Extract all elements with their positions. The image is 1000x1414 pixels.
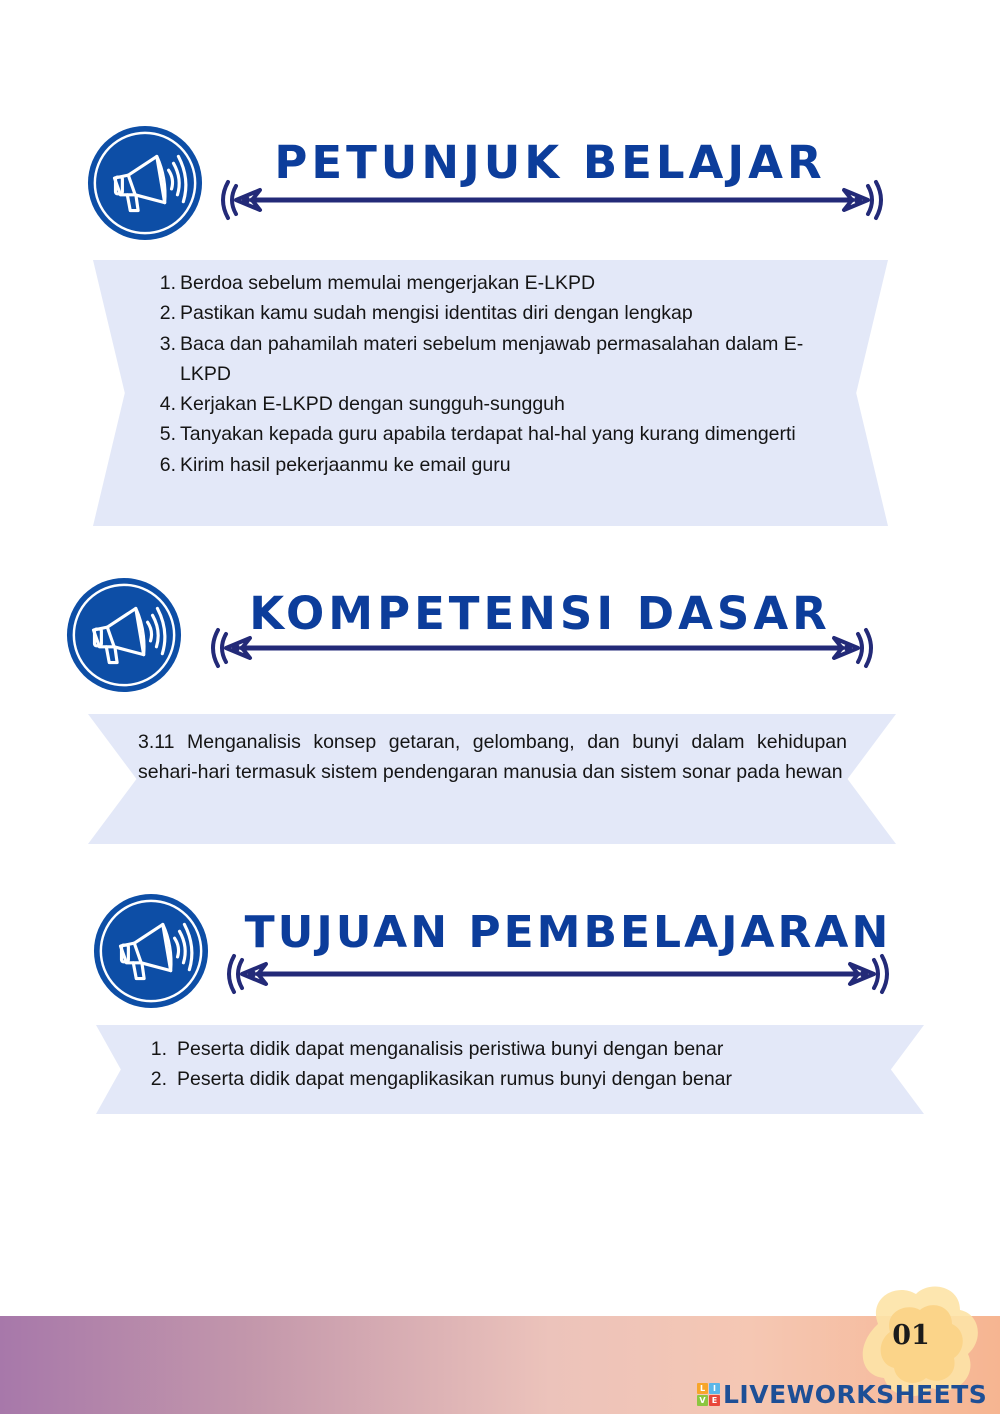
section-title: PETUNJUK BELAJAR [274, 136, 826, 189]
kompetensi-text: 3.11 Menganalisis konsep getaran, gelombang, dan bunyi dalam kehidupan sehari-hari termasuk sistem pendengaran manusia dan sistem sonar pada hewan [138, 731, 847, 784]
ornament-divider [218, 950, 898, 998]
ornament-divider [212, 176, 892, 224]
megaphone-icon [65, 576, 183, 694]
list-item: 6. Kirim hasil pekerjaanmu ke email guru [159, 453, 511, 476]
list-item: 1. Berdoa sebelum memulai mengerjakan E-LKPD [159, 272, 596, 294]
ornament-divider [202, 624, 882, 672]
list-item: 1. Peserta didik dapat menganalisis peristiwa bunyi dengan benar [150, 1038, 724, 1060]
liveworksheets-logo [697, 1377, 987, 1411]
list-item: 2. Peserta didik dapat mengaplikasikan rumus bunyi dengan benar [150, 1068, 733, 1091]
tujuan-list [137, 1034, 857, 1095]
list-item: 2. Pastikan kamu sudah mengisi identitas diri dengan lengkap [159, 302, 693, 325]
megaphone-icon [92, 892, 210, 1010]
page-number: 01 [892, 1320, 930, 1351]
liveworksheets-wordmark: LIVEWORKSHEETS [723, 1379, 988, 1409]
liveworksheets-badge-icon: L I V E [697, 1383, 720, 1406]
steps-list [140, 268, 852, 480]
section-title: KOMPETENSI DASAR [249, 587, 831, 640]
list-item: 4. Kerjakan E-LKPD dengan sungguh-sungguh [159, 393, 565, 416]
list-item: 5. Tanyakan kepada guru apabila terdapat hal-hal yang kurang dimengerti [159, 423, 796, 446]
megaphone-icon [86, 124, 204, 242]
list-item: 3. Baca dan pahamilah materi sebelum menjawab permasalahan dalam E-LKPD [159, 332, 804, 385]
section-title: TUJUAN PEMBELAJARAN [244, 907, 892, 958]
